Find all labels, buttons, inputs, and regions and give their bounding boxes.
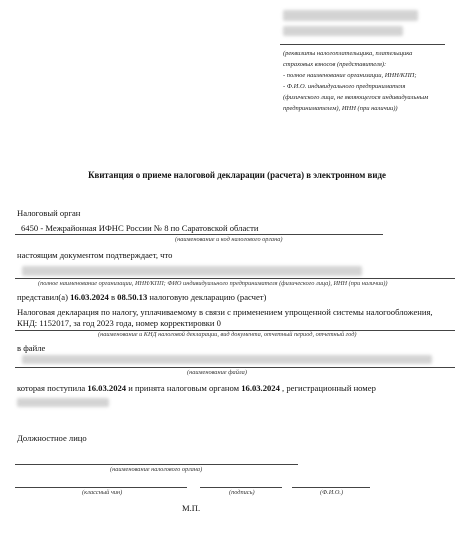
received-suffix: , регистрационный номер <box>282 383 376 393</box>
confirms-underline <box>15 278 455 279</box>
submitted-mid: в <box>110 292 115 302</box>
redacted-taxpayer-details <box>283 26 403 36</box>
received-prefix: которая поступила <box>17 383 86 393</box>
official-sign-underline <box>200 487 282 488</box>
official-org-caption: (наименование налогового органа) <box>110 466 203 473</box>
header-note-line-5: (физического лица, не являющегося индивидуальным <box>283 94 429 101</box>
header-note-line-3: - полное наименование организации, ИНН/КПП; <box>283 72 417 79</box>
official-name-underline <box>292 487 370 488</box>
submitted-line <box>17 292 266 302</box>
header-note-line-4: - Ф.И.О. индивидуального предпринимателя <box>283 83 406 90</box>
submitted-prefix: представил(а) <box>17 292 68 302</box>
official-rank-underline <box>15 487 187 488</box>
official-org-underline <box>15 464 298 465</box>
submitted-suffix: налоговую декларацию (расчет) <box>149 292 267 302</box>
received-date-1: 16.03.2024 <box>87 383 127 393</box>
redacted-registration-number <box>17 398 109 407</box>
header-note-line-1: (реквизиты налогоплательщика, плательщика <box>283 50 413 57</box>
declaration-line-2: КНД: 1152017, за год 2023 года, номер корректировки 0 <box>17 318 221 328</box>
official-label: Должностное лицо <box>17 433 87 443</box>
received-date-2: 16.03.2024 <box>241 383 280 393</box>
file-label: в файле <box>17 343 46 353</box>
header-underline <box>280 44 445 45</box>
header-note-line-6: предпринимателем), ИНН (при наличии)) <box>283 105 398 112</box>
redacted-taxpayer-name <box>283 10 418 21</box>
header-note-line-2: страховых взносов (представителя): <box>283 61 387 68</box>
declaration-line-1: Налоговая декларация по налогу, уплачиваемому в связи с применением упрощенной системы налогообложения, <box>17 307 433 317</box>
official-sign-caption: (подпись) <box>229 489 255 496</box>
received-line <box>17 383 376 393</box>
submitted-date: 16.03.2024 <box>70 292 109 302</box>
redacted-file-name <box>22 355 432 364</box>
file-caption: (наименование файла) <box>187 369 247 376</box>
stamp-label: М.П. <box>182 503 201 513</box>
redacted-taxpayer-identity <box>22 266 362 276</box>
tax-authority-underline <box>15 234 383 235</box>
document-title: Квитанция о приеме налоговой декларации (расчета) в электронном виде <box>88 170 386 180</box>
declaration-caption: (наименование и КНД налоговой декларации, вид документа, отчетный период, отчетный год) <box>98 331 357 338</box>
confirms-text: настоящим документом подтверждает, что <box>17 250 173 260</box>
official-rank-caption: (классный чин) <box>82 489 123 496</box>
official-name-caption: (Ф.И.О.) <box>320 489 344 496</box>
tax-authority-label: Налоговый орган <box>17 208 81 218</box>
confirms-caption: (полное наименование организации, ИНН/КПП; ФИО индивидуального предпринимателя (физического лица), ИНН (при наличии)) <box>38 280 388 287</box>
file-underline <box>15 367 455 368</box>
tax-authority-caption: (наименование и код налогового органа) <box>175 236 283 243</box>
tax-authority-value: 6450 - Межрайонная ИФНС России № 8 по Саратовской области <box>21 223 259 233</box>
received-mid: и принята налоговым органом <box>128 383 240 393</box>
submitted-time: 08.50.13 <box>117 292 148 302</box>
